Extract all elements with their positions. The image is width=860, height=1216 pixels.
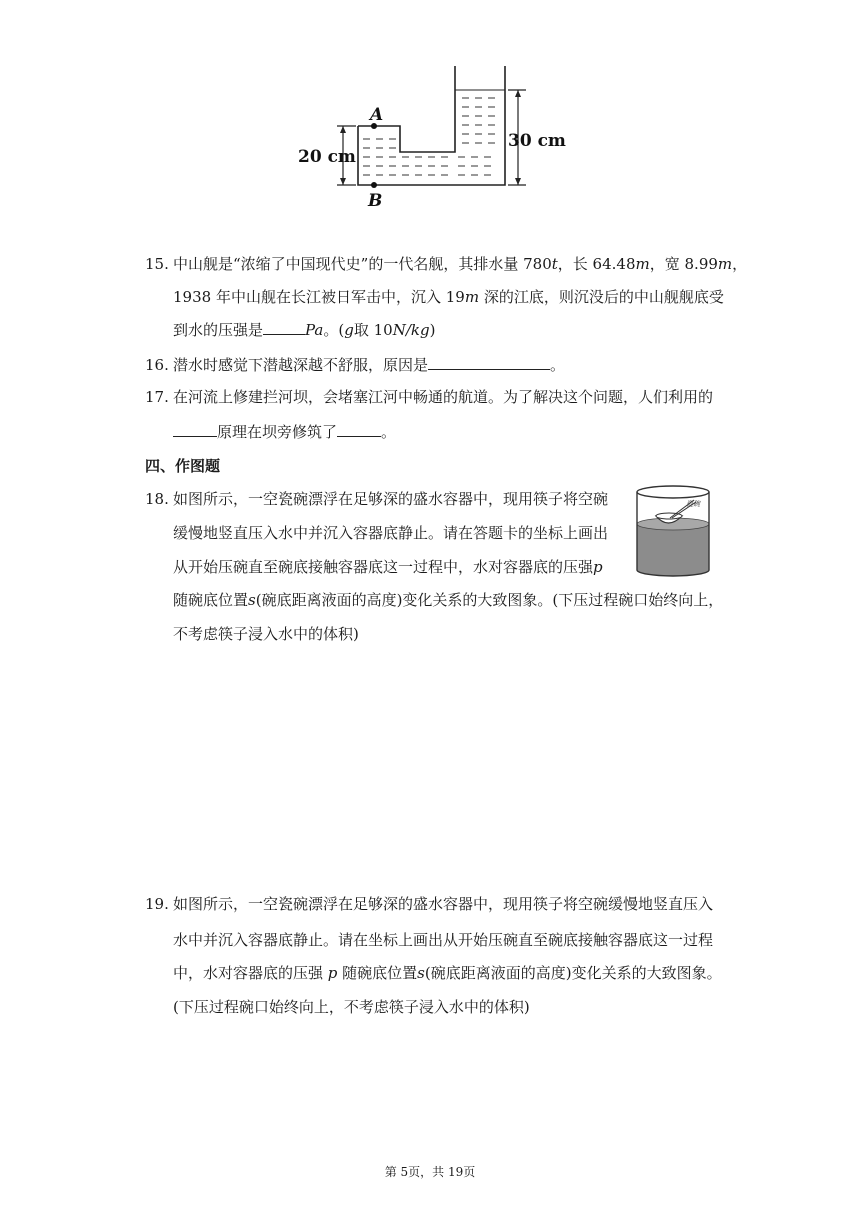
q15-line1: 中山舰是“浓缩了中国现代史”的一代名舰，其排水量 780t，长 64.48m，宽 8.99m， [173,255,748,273]
point-b [371,182,377,188]
dim-right-label: 30 cm [508,131,566,151]
q17-blank2[interactable] [337,422,381,437]
container-outline [358,66,505,185]
q19-line4: (下压过程碗口始终向上，不考虑筷子浸入水中的体积) [173,998,530,1016]
q17-line2: 原理在坝旁修筑了 。 [173,422,396,442]
q19-number: 19. [145,895,169,913]
q15-number: 15. [145,255,169,273]
label-a: A [370,105,384,125]
q15-blank[interactable] [263,320,305,335]
bowl-container-figure [634,482,712,582]
q15-line3: 到水的压强是 Pa。(g取 10N/kg) [173,321,436,339]
section-heading: 四、作图题 [145,457,221,475]
q16-number: 16. [145,356,169,374]
q18-number: 18. [145,490,169,508]
q18-line4: 随碗底位置s(碗底距离液面的高度)变化关系的大致图象。(下压过程碗口始终向上， [173,591,724,609]
q18-line2: 缓慢地竖直压入水中并沉入容器底静止。请在答题卡的坐标上画出 [173,524,609,542]
q18-line5: 不考虑筷子浸入水中的体积) [173,625,359,643]
q19-line1: 如图所示，一空瓷碗漂浮在足够深的盛水容器中，现用筷子将空碗缓慢地竖直压入 [173,895,714,913]
q17-line1: 在河流上修建拦河坝，会堵塞江河中畅通的航道。为了解决这个问题，人们利用的 [173,388,714,406]
q18-line3: 从开始压碗直至碗底接触容器底这一过程中，水对容器底的压强p [173,558,603,576]
bowl-label: 瓷碗 [686,500,700,508]
label-b: B [368,191,383,211]
q19-line3: 中，水对容器底的压强 p 随碗底位置s(碗底距离液面的高度)变化关系的大致图象。 [173,964,722,982]
q18-line1: 如图所示，一空瓷碗漂浮在足够深的盛水容器中，现用筷子将空碗 [173,490,609,508]
q19-line2: 水中并沉入容器底静止。请在坐标上画出从开始压碗直至碗底接触容器底这一过程 [173,931,714,949]
q15-line2: 1938 年中山舰在长江被日军击中，沉入 19m 深的江底，则沉没后的中山舰舰底受 [173,288,724,306]
container-figure [290,60,580,215]
q16-line1: 潜水时感觉下潜越深越不舒服，原因是 。 [173,356,566,374]
dim-left-label: 20 cm [298,147,356,167]
q16-blank[interactable] [428,355,550,370]
q17-number: 17. [145,388,169,406]
page-footer: 第 5页，共 19页 [384,1165,476,1179]
q17-blank1[interactable] [173,422,217,437]
